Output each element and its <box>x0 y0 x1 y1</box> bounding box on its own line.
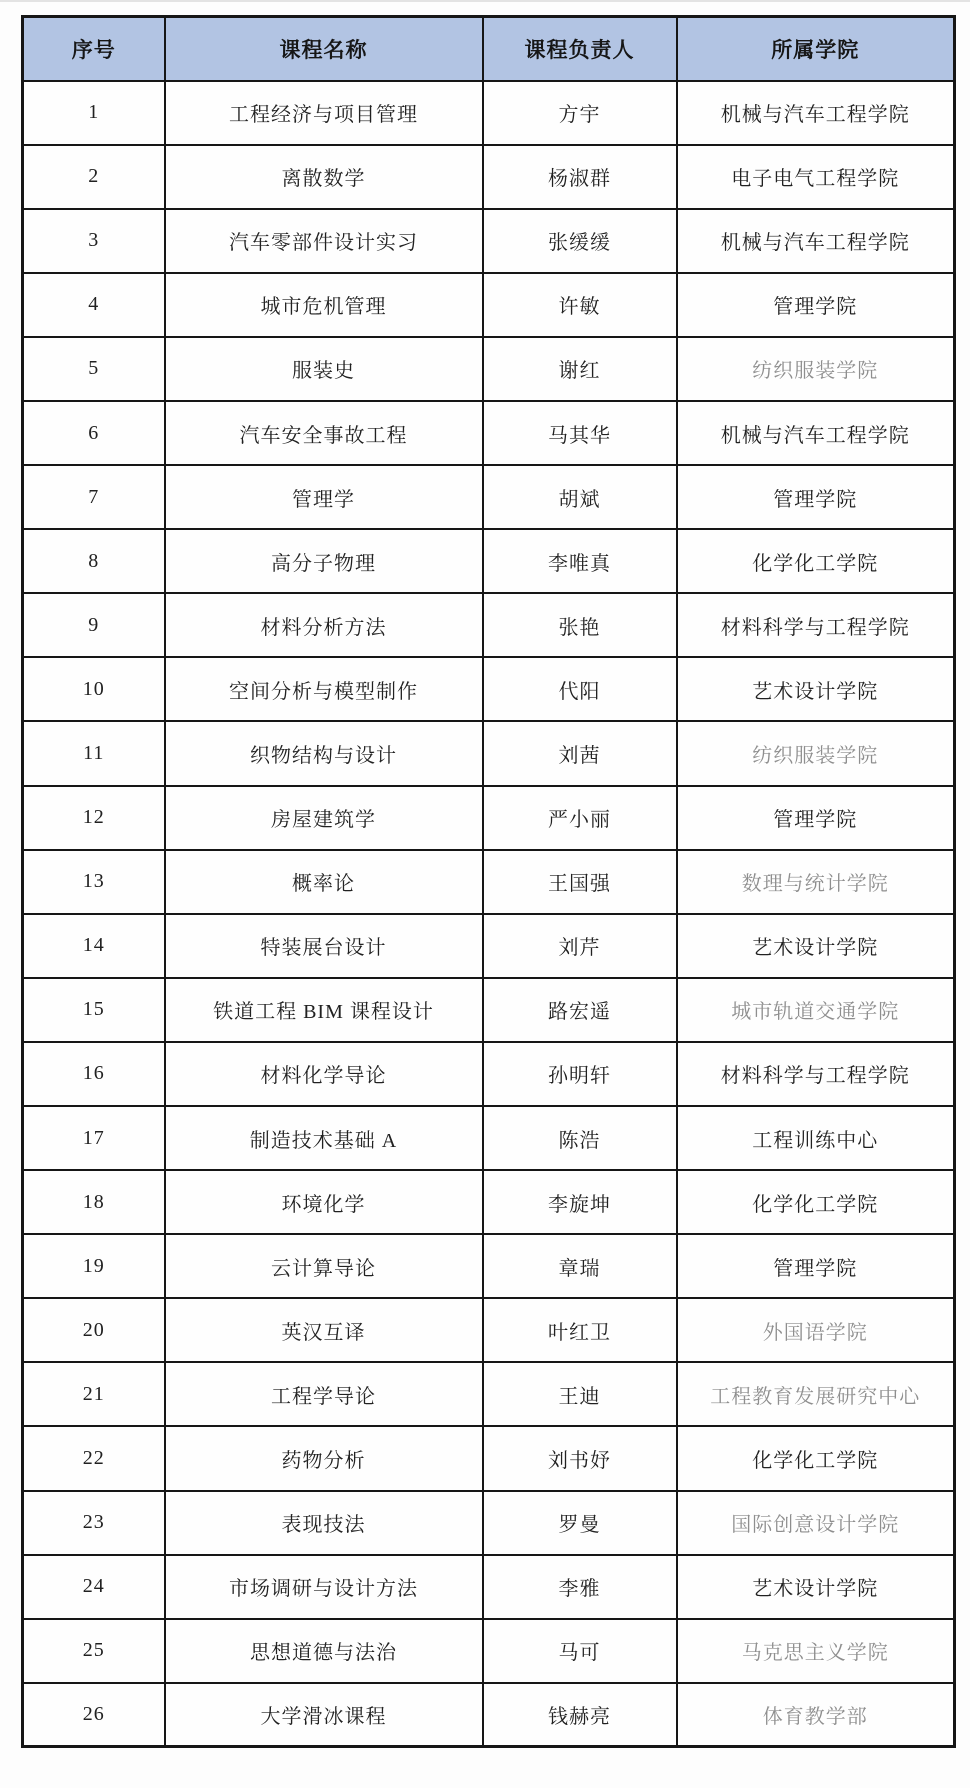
course-name-cell: 制造技术基础 A <box>165 1106 483 1170</box>
course-leader-cell: 方宇 <box>483 81 677 145</box>
table-row <box>23 593 955 657</box>
college-cell: 马克思主义学院 <box>677 1619 955 1683</box>
college-cell: 工程教育发展研究中心 <box>677 1362 955 1426</box>
college-cell: 国际创意设计学院 <box>677 1491 955 1555</box>
college-cell: 化学化工学院 <box>677 1170 955 1234</box>
table-row <box>23 273 955 337</box>
table-row <box>23 1491 955 1555</box>
row-number-cell: 25 <box>23 1619 165 1683</box>
table-header <box>23 17 955 81</box>
course-leader-cell: 谢红 <box>483 337 677 401</box>
row-number-cell: 14 <box>23 914 165 978</box>
college-cell: 材料科学与工程学院 <box>677 593 955 657</box>
table-header-row <box>23 17 955 81</box>
document-page <box>21 15 956 1748</box>
course-leader-cell: 陈浩 <box>483 1106 677 1170</box>
course-name-cell: 房屋建筑学 <box>165 786 483 850</box>
course-leader-cell: 罗曼 <box>483 1491 677 1555</box>
table-row <box>23 1619 955 1683</box>
course-name-cell: 大学滑冰课程 <box>165 1683 483 1747</box>
course-leader-cell: 孙明轩 <box>483 1042 677 1106</box>
row-number-cell: 24 <box>23 1555 165 1619</box>
course-name-cell: 云计算导论 <box>165 1234 483 1298</box>
course-leader-cell: 刘书妤 <box>483 1426 677 1490</box>
course-name-cell: 城市危机管理 <box>165 273 483 337</box>
course-name-cell: 环境化学 <box>165 1170 483 1234</box>
course-leader-cell: 刘茜 <box>483 721 677 785</box>
college-cell: 管理学院 <box>677 273 955 337</box>
course-name-cell: 铁道工程 BIM 课程设计 <box>165 978 483 1042</box>
row-number-cell: 12 <box>23 786 165 850</box>
course-leader-cell: 刘芹 <box>483 914 677 978</box>
course-name-cell: 管理学 <box>165 465 483 529</box>
course-name-cell: 特装展台设计 <box>165 914 483 978</box>
college-cell: 工程训练中心 <box>677 1106 955 1170</box>
college-cell: 体育教学部 <box>677 1683 955 1747</box>
table-row <box>23 1555 955 1619</box>
course-leader-cell: 钱赫亮 <box>483 1683 677 1747</box>
course-leader-cell: 李唯真 <box>483 529 677 593</box>
table-row <box>23 1170 955 1234</box>
college-cell: 纺织服装学院 <box>677 337 955 401</box>
college-cell: 机械与汽车工程学院 <box>677 81 955 145</box>
row-number-cell: 13 <box>23 850 165 914</box>
college-cell: 外国语学院 <box>677 1298 955 1362</box>
college-cell: 艺术设计学院 <box>677 657 955 721</box>
course-leader-cell: 章瑞 <box>483 1234 677 1298</box>
college-cell: 数理与统计学院 <box>677 850 955 914</box>
course-name-cell: 英汉互译 <box>165 1298 483 1362</box>
row-number-cell: 22 <box>23 1426 165 1490</box>
college-cell: 材料科学与工程学院 <box>677 1042 955 1106</box>
course-leader-cell: 李雅 <box>483 1555 677 1619</box>
row-number-cell: 10 <box>23 657 165 721</box>
row-number-cell: 3 <box>23 209 165 273</box>
course-leader-cell: 张缓缓 <box>483 209 677 273</box>
college-cell: 纺织服装学院 <box>677 721 955 785</box>
table-row <box>23 850 955 914</box>
course-leader-cell: 王国强 <box>483 850 677 914</box>
course-name-cell: 药物分析 <box>165 1426 483 1490</box>
row-number-cell: 17 <box>23 1106 165 1170</box>
course-leader-cell: 叶红卫 <box>483 1298 677 1362</box>
course-name-cell: 织物结构与设计 <box>165 721 483 785</box>
course-name-cell: 概率论 <box>165 850 483 914</box>
course-name-cell: 汽车安全事故工程 <box>165 401 483 465</box>
table-row <box>23 657 955 721</box>
college-cell: 管理学院 <box>677 465 955 529</box>
course-leader-cell: 李旋坤 <box>483 1170 677 1234</box>
college-cell: 管理学院 <box>677 786 955 850</box>
row-number-cell: 2 <box>23 145 165 209</box>
table-row <box>23 1426 955 1490</box>
course-name-cell: 材料分析方法 <box>165 593 483 657</box>
college-cell: 化学化工学院 <box>677 529 955 593</box>
row-number-cell: 16 <box>23 1042 165 1106</box>
table-row <box>23 465 955 529</box>
course-leader-cell: 王迪 <box>483 1362 677 1426</box>
row-number-cell: 21 <box>23 1362 165 1426</box>
row-number-cell: 19 <box>23 1234 165 1298</box>
college-cell: 机械与汽车工程学院 <box>677 209 955 273</box>
college-cell: 艺术设计学院 <box>677 1555 955 1619</box>
table-row <box>23 1042 955 1106</box>
course-name-cell: 空间分析与模型制作 <box>165 657 483 721</box>
row-number-cell: 15 <box>23 978 165 1042</box>
table-body <box>23 81 955 1747</box>
table-row <box>23 721 955 785</box>
table-row <box>23 914 955 978</box>
row-number-cell: 20 <box>23 1298 165 1362</box>
row-number-cell: 9 <box>23 593 165 657</box>
table-row <box>23 81 955 145</box>
row-number-cell: 7 <box>23 465 165 529</box>
table-row <box>23 209 955 273</box>
course-name-cell: 离散数学 <box>165 145 483 209</box>
course-leader-cell: 代阳 <box>483 657 677 721</box>
course-leader-cell: 胡斌 <box>483 465 677 529</box>
college-cell: 电子电气工程学院 <box>677 145 955 209</box>
header-cell-college: 所属学院 <box>677 17 955 81</box>
table-row <box>23 978 955 1042</box>
header-cell-course: 课程名称 <box>165 17 483 81</box>
college-cell: 艺术设计学院 <box>677 914 955 978</box>
course-name-cell: 思想道德与法治 <box>165 1619 483 1683</box>
college-cell: 化学化工学院 <box>677 1426 955 1490</box>
row-number-cell: 26 <box>23 1683 165 1747</box>
course-name-cell: 服装史 <box>165 337 483 401</box>
header-cell-leader: 课程负责人 <box>483 17 677 81</box>
row-number-cell: 23 <box>23 1491 165 1555</box>
table-row <box>23 529 955 593</box>
table-row <box>23 1362 955 1426</box>
course-name-cell: 工程学导论 <box>165 1362 483 1426</box>
row-number-cell: 6 <box>23 401 165 465</box>
row-number-cell: 5 <box>23 337 165 401</box>
college-cell: 城市轨道交通学院 <box>677 978 955 1042</box>
course-name-cell: 汽车零部件设计实习 <box>165 209 483 273</box>
table-row <box>23 145 955 209</box>
table-row <box>23 786 955 850</box>
header-cell-no: 序号 <box>23 17 165 81</box>
row-number-cell: 4 <box>23 273 165 337</box>
row-number-cell: 1 <box>23 81 165 145</box>
row-number-cell: 11 <box>23 721 165 785</box>
course-leader-cell: 杨淑群 <box>483 145 677 209</box>
course-name-cell: 材料化学导论 <box>165 1042 483 1106</box>
college-cell: 管理学院 <box>677 1234 955 1298</box>
course-name-cell: 高分子物理 <box>165 529 483 593</box>
table-row <box>23 1234 955 1298</box>
row-number-cell: 18 <box>23 1170 165 1234</box>
course-leader-cell: 马其华 <box>483 401 677 465</box>
table-row <box>23 1298 955 1362</box>
course-leader-cell: 张艳 <box>483 593 677 657</box>
table-row <box>23 401 955 465</box>
college-cell: 机械与汽车工程学院 <box>677 401 955 465</box>
course-leader-cell: 路宏遥 <box>483 978 677 1042</box>
row-number-cell: 8 <box>23 529 165 593</box>
course-leader-cell: 许敏 <box>483 273 677 337</box>
table-row <box>23 1106 955 1170</box>
course-name-cell: 表现技法 <box>165 1491 483 1555</box>
table-row <box>23 337 955 401</box>
course-name-cell: 工程经济与项目管理 <box>165 81 483 145</box>
course-leader-cell: 马可 <box>483 1619 677 1683</box>
course-leader-cell: 严小丽 <box>483 786 677 850</box>
course-name-cell: 市场调研与设计方法 <box>165 1555 483 1619</box>
course-table <box>21 15 956 1748</box>
table-row <box>23 1683 955 1747</box>
